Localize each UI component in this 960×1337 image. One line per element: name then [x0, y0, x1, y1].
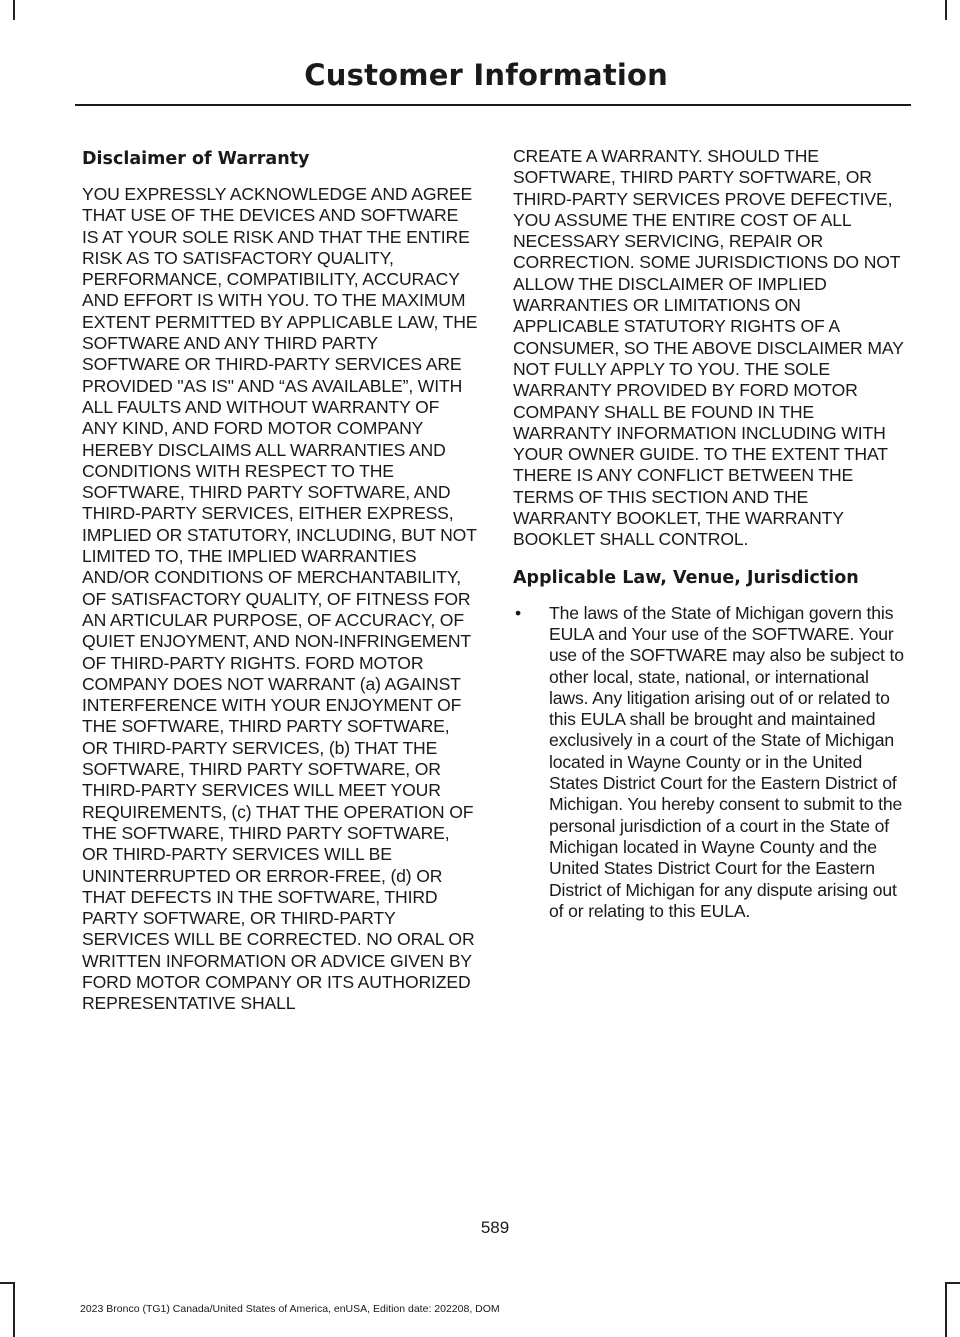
- crop-mark-bottom-left-v: [13, 1283, 15, 1337]
- crop-mark-top-left-v: [13, 0, 15, 20]
- crop-mark-bottom-right-v: [945, 1283, 947, 1337]
- header-rule: [75, 104, 911, 106]
- page-number: 589: [480, 1218, 510, 1237]
- page-header: [75, 58, 911, 92]
- crop-mark-bottom-right-h: [945, 1282, 960, 1284]
- edition-footer: 2023 Bronco (TG1) Canada/United States of America, enUSA, Edition date: 202208, DOM: [80, 1303, 500, 1315]
- right-column: [513, 146, 909, 922]
- disclaimer-paragraph: YOU EXPRESSLY ACKNOWLEDGE AND AGREE THAT USE OF THE DEVICES AND SOFTWARE IS AT YOUR SOLE RISK AND THAT THE ENTIRE RISK AS TO SATISFACTORY QUALITY, PERFORMANCE, COMPATIBILITY, ACCURACY AND EFFORT IS WITH YOU. TO THE MAXIMUM EXTENT PERMITTED BY APPLICABLE LAW, THE SOFTWARE AND ANY THIRD PARTY SOFTWARE OR THIRD-PARTY SERVICES ARE PROVIDED "AS IS" AND “AS AVAILABLE”, WITH ALL FAULTS AND WITHOUT WARRANTY OF ANY KIND, AND FORD MOTOR COMPANY HEREBY DISCLAIMS ALL WARRANTIES AND CONDITIONS WITH RESPECT TO THE SOFTWARE, THIRD PARTY SOFTWARE, AND THIRD-PARTY SERVICES, EITHER EXPRESS, IMPLIED OR STATUTORY, INCLUDING, BUT NOT LIMITED TO, THE IMPLIED WARRANTIES AND/OR CONDITIONS OF MERCHANTABILITY, OF SATISFACTORY QUALITY, OF FITNESS FOR AN ARTICULAR PURPOSE, OF ACCURACY, OF QUIET ENJOYMENT, AND NON-INFRINGEMENT OF THIRD-PARTY RIGHTS. FORD MOTOR COMPANY DOES NOT WARRANT (a) AGAINST INTERFERENCE WITH YOUR ENJOYMENT OF THE SOFTWARE, THIRD PARTY SOFTWARE, OR THIRD-PARTY SERVICES, (b) THAT THE SOFTWARE, THIRD PARTY SOFTWARE, OR THIRD-PARTY SERVICES WILL MEET YOUR REQUIREMENTS, (c) THAT THE OPERATION OF THE SOFTWARE, THIRD PARTY SOFTWARE, OR THIRD-PARTY SERVICES WILL BE UNINTERRUPTED OR ERROR-FREE, (d) OR THAT DEFECTS IN THE SOFTWARE, THIRD PARTY SOFTWARE, OR THIRD-PARTY SERVICES WILL BE CORRECTED. NO ORAL OR WRITTEN INFORMATION OR ADVICE GIVEN BY FORD MOTOR COMPANY OR ITS AUTHORIZED REPRESENTATIVE SHALL: [82, 184, 478, 1014]
- page-title: Customer Information: [304, 58, 668, 92]
- disclaimer-continued-paragraph: CREATE A WARRANTY. SHOULD THE SOFTWARE, THIRD PARTY SOFTWARE, OR THIRD-PARTY SERVICES PROVE DEFECTIVE, YOU ASSUME THE ENTIRE COST OF ALL NECESSARY SERVICING, REPAIR OR CORRECTION. SOME JURISDICTIONS DO NOT ALLOW THE DISCLAIMER OF IMPLIED WARRANTIES OR LIMITATIONS ON APPLICABLE STATUTORY RIGHTS OF A CONSUMER, SO THE ABOVE DISCLAIMER MAY NOT FULLY APPLY TO YOU. THE SOLE WARRANTY PROVIDED BY FORD MOTOR COMPANY SHALL BE FOUND IN THE WARRANTY INFORMATION INCLUDING WITH YOUR OWNER GUIDE. TO THE EXTENT THAT THERE IS ANY CONFLICT BETWEEN THE TERMS OF THIS SECTION AND THE WARRANTY BOOKLET, THE WARRANTY BOOKLET SHALL CONTROL.: [513, 146, 904, 550]
- section-heading-applicable-law: Applicable Law, Venue, Jurisdiction: [513, 567, 859, 588]
- crop-mark-top-right-v: [945, 0, 947, 20]
- list-item: [513, 603, 909, 922]
- crop-mark-bottom-left-h: [0, 1282, 15, 1284]
- section-heading-disclaimer: Disclaimer of Warranty: [82, 149, 310, 169]
- list-item-text: The laws of the State of Michigan govern this EULA and Your use of the SOFTWARE. Your use of the SOFTWARE may also be subject to other local, state, national, or international laws. Any litigation arising out of or related to this EULA shall be brought and maintained exclusively in a court of the State of Michigan located in Wayne County or in the United States District Court for the Eastern District of Michigan. You hereby consent to submit to the personal jurisdiction of a court in the State of Michigan located in Wayne County and the United States District Court for the Eastern District of Michigan for any dispute arising out of or relating to this EULA.: [549, 602, 904, 921]
- left-column: [82, 146, 478, 1015]
- bullet-icon: •: [515, 602, 522, 623]
- applicable-law-list: [513, 603, 909, 922]
